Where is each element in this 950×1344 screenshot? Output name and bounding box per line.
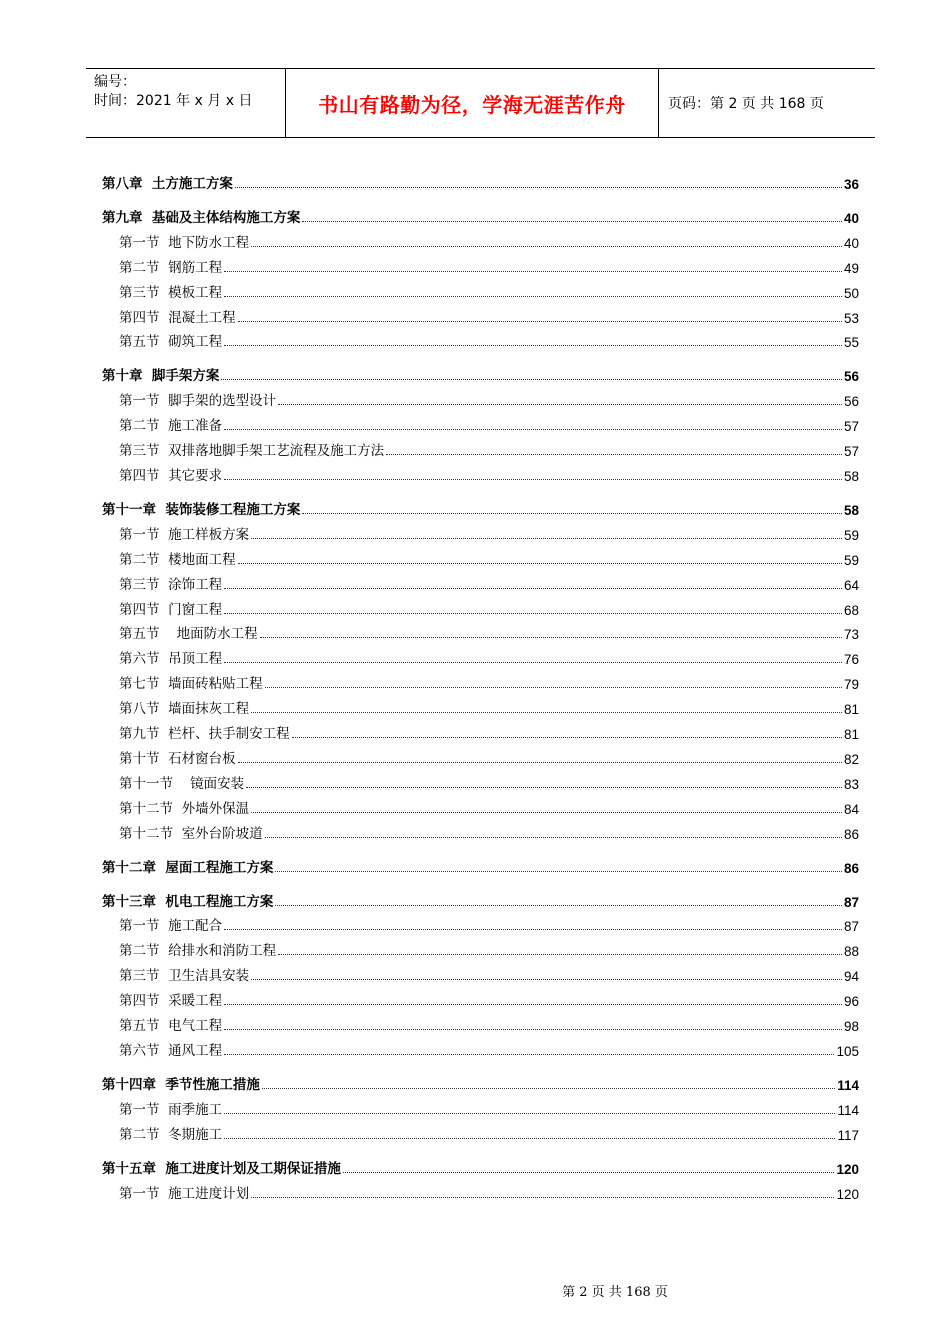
toc-entry-title: 第五节 电气工程 (119, 1018, 223, 1035)
toc-section-entry[interactable] (102, 301, 859, 326)
dot-leader (224, 662, 842, 663)
dot-leader (343, 1172, 835, 1173)
toc-page-number: 98 (843, 1019, 859, 1035)
dot-leader (224, 479, 842, 480)
toc-page-number: 59 (843, 552, 859, 568)
toc-chapter-entry[interactable] (102, 842, 859, 876)
toc-entry-title: 第二节 钢筋工程 (119, 259, 223, 276)
toc-entry-title: 第三节 双排落地脚手架工艺流程及施工方法 (119, 443, 385, 460)
toc-entry-title: 第十二节 外墙外保温 (119, 800, 250, 817)
toc-page-number: 40 (843, 211, 859, 226)
toc-entry-title: 第十一节 镜面安装 (119, 775, 245, 792)
toc-chapter-entry[interactable] (102, 1143, 859, 1177)
toc-section-entry[interactable] (102, 817, 859, 842)
toc-entry-title: 第十二章 屋面工程施工方案 (102, 859, 274, 876)
toc-section-entry[interactable] (102, 434, 859, 459)
dot-leader (238, 563, 842, 564)
toc-page-number: 36 (843, 177, 859, 192)
toc-entry-title: 第四节 其它要求 (119, 468, 223, 485)
dot-leader (235, 187, 842, 188)
toc-entry-title: 第十二节 室外台阶坡道 (119, 825, 263, 842)
toc-entry-title: 第五节 砌筑工程 (119, 334, 223, 351)
toc-section-entry[interactable] (102, 226, 859, 251)
toc-section-entry[interactable] (102, 1093, 859, 1118)
toc-page-number: 88 (843, 944, 859, 960)
toc-page-number: 105 (836, 1043, 859, 1059)
toc-section-entry[interactable] (102, 459, 859, 484)
toc-entry-title: 第八节 墙面抹灰工程 (119, 701, 250, 718)
toc-page-number: 40 (843, 235, 859, 251)
toc-page-number: 68 (843, 602, 859, 618)
dot-leader (224, 613, 842, 614)
toc-chapter-entry[interactable] (102, 350, 859, 384)
dot-leader (221, 379, 842, 380)
toc-entry-title: 第十三章 机电工程施工方案 (102, 893, 274, 910)
dot-leader (224, 1029, 842, 1030)
toc-entry-title: 第三节 卫生洁具安装 (119, 968, 250, 985)
toc-chapter-entry[interactable] (102, 876, 859, 910)
toc-page-number: 57 (843, 419, 859, 435)
toc-chapter-entry[interactable] (102, 158, 859, 192)
toc-entry-title: 第二节 冬期施工 (119, 1126, 223, 1143)
toc-chapter-entry[interactable] (102, 484, 859, 518)
toc-entry-title: 第二节 施工准备 (119, 418, 223, 435)
toc-entry-title: 第九节 栏杆、扶手制安工程 (119, 726, 290, 743)
dot-leader (251, 1197, 834, 1198)
dot-leader (246, 787, 842, 788)
dot-leader (302, 513, 842, 514)
dot-leader (251, 812, 842, 813)
toc-section-entry[interactable] (102, 959, 859, 984)
toc-page-number: 87 (843, 919, 859, 935)
time-label: 时间：2021 年 x 月 x 日 (94, 93, 253, 109)
dot-leader (224, 271, 842, 272)
dot-leader (275, 871, 842, 872)
toc-entry-title: 第十四章 季节性施工措施 (102, 1076, 260, 1093)
toc-section-entry[interactable] (102, 251, 859, 276)
toc-page-number: 117 (837, 1127, 859, 1143)
toc-entry-title: 第十五章 施工进度计划及工期保证措施 (102, 1160, 341, 1177)
toc-entry-title: 第三节 模板工程 (119, 284, 223, 301)
toc-page-number: 86 (843, 860, 859, 876)
toc-entry-title: 第四节 采暖工程 (119, 993, 223, 1010)
toc-page-number: 49 (843, 260, 859, 276)
toc-entry-title: 第一节 施工进度计划 (119, 1185, 250, 1202)
toc-section-entry[interactable] (102, 568, 859, 593)
toc-page-number: 120 (836, 1161, 859, 1177)
dot-leader (238, 762, 842, 763)
toc-section-entry[interactable] (102, 934, 859, 959)
toc-entry-title: 第十一章 装饰装修工程施工方案 (102, 502, 301, 519)
page-info: 页码：第 2 页 共 168 页 (668, 96, 824, 112)
toc-page-number: 81 (843, 702, 859, 718)
dot-leader (224, 429, 842, 430)
toc-section-entry[interactable] (102, 692, 859, 717)
toc-page-number: 79 (843, 677, 859, 693)
toc-page-number: 56 (843, 394, 859, 410)
toc-page-number: 84 (843, 801, 859, 817)
document-header (86, 68, 875, 138)
dot-leader (275, 905, 842, 906)
toc-page-number: 50 (843, 285, 859, 301)
toc-section-entry[interactable] (102, 1009, 859, 1034)
dot-leader (224, 588, 842, 589)
toc-chapter-entry[interactable] (102, 192, 859, 226)
toc-section-entry[interactable] (102, 384, 859, 409)
toc-entry-title: 第八章 土方施工方案 (102, 176, 233, 192)
toc-section-entry[interactable] (102, 1118, 859, 1143)
toc-section-entry[interactable] (102, 1177, 859, 1202)
toc-section-entry[interactable] (102, 1034, 859, 1059)
dot-leader (302, 221, 842, 222)
toc-entry-title: 第二节 给排水和消防工程 (119, 943, 277, 960)
toc-page-number: 53 (843, 310, 859, 326)
toc-section-entry[interactable] (102, 910, 859, 935)
header-meta (86, 69, 286, 137)
page-footer: 第 2 页 共 168 页 (562, 1285, 668, 1300)
toc-section-entry[interactable] (102, 593, 859, 618)
toc-section-entry[interactable] (102, 276, 859, 301)
toc-page-number: 73 (843, 627, 859, 643)
toc-page-number: 94 (843, 969, 859, 985)
toc-entry-title: 第一节 脚手架的选型设计 (119, 393, 277, 410)
dot-leader (224, 296, 842, 297)
dot-leader (262, 1088, 835, 1089)
toc-entry-title: 第一节 地下防水工程 (119, 234, 250, 251)
toc-entry-title: 第三节 涂饰工程 (119, 576, 223, 593)
toc-entry-title: 第一节 施工配合 (119, 918, 223, 935)
toc-section-entry[interactable] (102, 767, 859, 792)
dot-leader (265, 687, 842, 688)
toc-page-number: 120 (836, 1186, 859, 1202)
toc-page-number: 82 (843, 751, 859, 767)
toc-page-number: 96 (843, 994, 859, 1010)
toc-page-number: 76 (843, 652, 859, 668)
motto-title: 书山有路勤为径，学海无涯苦作舟 (286, 69, 659, 137)
toc-section-entry[interactable] (102, 618, 859, 643)
toc-entry-title: 第十节 石材窗台板 (119, 750, 236, 767)
toc-section-entry[interactable] (102, 642, 859, 667)
dot-leader (278, 404, 842, 405)
toc-page-number: 58 (843, 469, 859, 485)
dot-leader (224, 929, 842, 930)
toc-page-number: 114 (837, 1102, 859, 1118)
dot-leader (224, 345, 842, 346)
toc-page-number: 81 (843, 727, 859, 743)
dot-leader (238, 321, 842, 322)
toc-entry-title: 第十章 脚手架方案 (102, 368, 220, 385)
dot-leader (251, 246, 842, 247)
dot-leader (224, 1138, 835, 1139)
toc-section-entry[interactable] (102, 984, 859, 1009)
toc-section-entry[interactable] (102, 518, 859, 543)
toc-section-entry[interactable] (102, 667, 859, 692)
table-of-contents (102, 158, 859, 1202)
dot-leader (278, 954, 842, 955)
toc-entry-title: 第七节 墙面砖粘贴工程 (119, 676, 263, 693)
toc-section-entry[interactable] (102, 717, 859, 742)
toc-page-number: 55 (843, 335, 859, 351)
toc-section-entry[interactable] (102, 543, 859, 568)
toc-page-number: 59 (843, 527, 859, 543)
dot-leader (251, 538, 842, 539)
toc-entry-title: 第五节 地面防水工程 (119, 626, 258, 643)
toc-page-number: 83 (843, 776, 859, 792)
toc-page-number: 114 (837, 1077, 859, 1093)
dot-leader (224, 1054, 834, 1055)
toc-section-entry[interactable] (102, 409, 859, 434)
dot-leader (292, 737, 842, 738)
toc-entry-title: 第四节 混凝土工程 (119, 309, 236, 326)
toc-page-number: 57 (843, 444, 859, 460)
toc-entry-title: 第九章 基础及主体结构施工方案 (102, 210, 301, 226)
toc-entry-title: 第二节 楼地面工程 (119, 551, 236, 568)
toc-entry-title: 第六节 通风工程 (119, 1042, 223, 1059)
dot-leader (224, 1004, 842, 1005)
toc-entry-title: 第一节 施工样板方案 (119, 526, 250, 543)
toc-section-entry[interactable] (102, 792, 859, 817)
toc-entry-title: 第四节 门窗工程 (119, 601, 223, 618)
dot-leader (251, 712, 842, 713)
toc-entry-title: 第一节 雨季施工 (119, 1101, 223, 1118)
toc-entry-title: 第六节 吊顶工程 (119, 651, 223, 668)
number-label: 编号： (94, 74, 136, 90)
dot-leader (265, 837, 842, 838)
dot-leader (260, 637, 842, 638)
dot-leader (386, 454, 842, 455)
toc-chapter-entry[interactable] (102, 1059, 859, 1093)
toc-page-number: 64 (843, 577, 859, 593)
toc-section-entry[interactable] (102, 742, 859, 767)
dot-leader (251, 979, 842, 980)
toc-page-number: 86 (843, 826, 859, 842)
dot-leader (224, 1113, 835, 1114)
toc-section-entry[interactable] (102, 326, 859, 351)
toc-page-number: 56 (843, 369, 859, 385)
toc-page-number: 58 (843, 503, 859, 519)
toc-page-number: 87 (843, 894, 859, 910)
